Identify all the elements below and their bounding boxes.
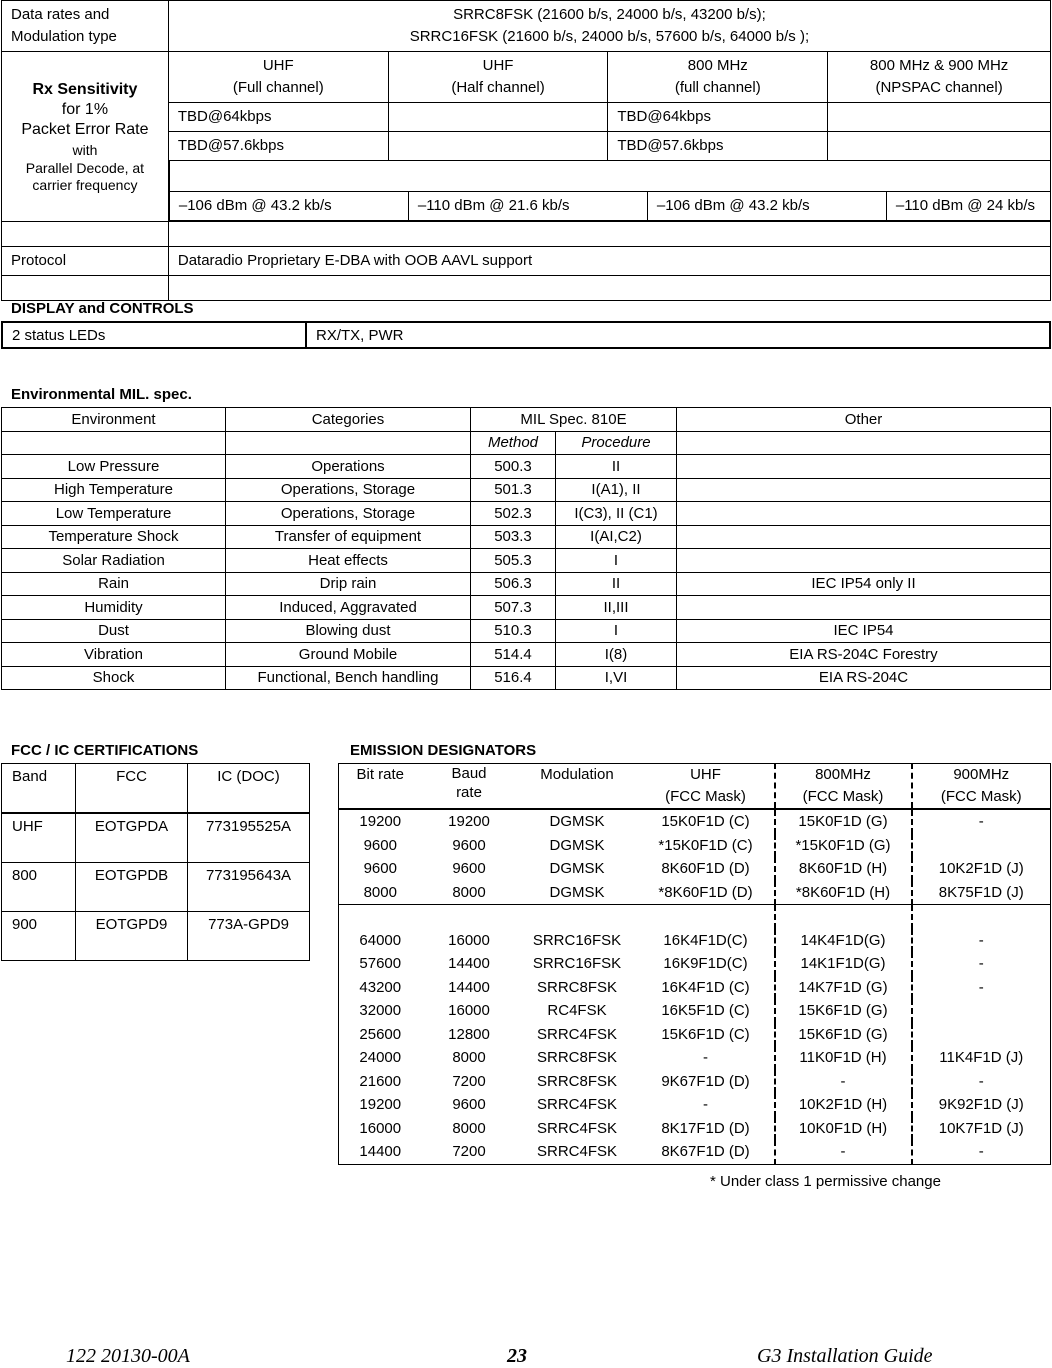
emission-cell: DGMSK (517, 881, 638, 905)
fcc-cell: EOTGPDB (76, 863, 188, 912)
table-row (339, 881, 1051, 905)
table-row (339, 834, 1051, 858)
emission-cell: - (912, 952, 1051, 976)
env-cell: Drip rain (226, 572, 471, 596)
band-header-uhf-half: UHF (Half channel) (388, 52, 608, 103)
emission-cell (422, 905, 517, 929)
env-cell: 516.4 (471, 666, 556, 690)
table-row (2, 619, 1051, 643)
env-cell (677, 455, 1051, 479)
emission-cell: 8K60F1D (D) (661, 860, 750, 877)
spec-table (1, 0, 1051, 301)
table-row (339, 905, 1051, 929)
emission-cell: 19200 (339, 809, 422, 834)
env-cell: 501.3 (471, 478, 556, 502)
env-cell: I (556, 619, 677, 643)
emission-cell (339, 905, 422, 929)
emission-cell: 14400 (339, 1140, 422, 1164)
emission-cell: 14K1F1D(G) (775, 952, 912, 976)
env-header-row: Environment Categories MIL Spec. 810E Other (2, 408, 1051, 432)
env-cell: II,III (556, 596, 677, 620)
emission-cell: 16000 (339, 1117, 422, 1141)
emission-cell: 7200 (422, 1140, 517, 1164)
table-row (339, 1070, 1051, 1094)
fcc-cell: 800 (2, 863, 76, 912)
emission-cell (517, 905, 638, 929)
fcc-cell: 900 (2, 912, 76, 961)
emission-cell: - (912, 809, 1051, 834)
emission-cell: 16K9F1D(C) (663, 955, 748, 972)
emission-cell: - (703, 1096, 708, 1113)
emission-cell: DGMSK (549, 860, 605, 877)
fcc-cell: EOTGPDA (76, 813, 188, 863)
env-cell: Ground Mobile (226, 643, 471, 667)
env-cell: Operations (226, 455, 471, 479)
emission-cell: 15K0F1D (G) (775, 809, 912, 834)
emission-cell: 8K75F1D (J) (912, 881, 1051, 905)
emission-cell: 10K2F1D (J) (912, 857, 1051, 881)
band-header-row (2, 52, 1051, 103)
emission-cell (912, 905, 1051, 929)
emission-cell: SRRC16FSK (532, 931, 622, 949)
fcc-cell: 773A-GPD9 (188, 912, 310, 961)
env-cell: I(8) (556, 643, 677, 667)
env-cell (677, 596, 1051, 620)
env-cell: Shock (2, 666, 226, 690)
emission-cell: 9600 (452, 1096, 486, 1113)
emission-cell: 14K4F1D(G) (775, 929, 912, 953)
env-cell: 514.4 (471, 643, 556, 667)
emission-cell: - (775, 1140, 912, 1164)
env-cell: II (556, 572, 677, 596)
band-header-800-900: 800 MHz & 900 MHz (NPSPAC channel) (828, 52, 1051, 103)
emission-cell: SRRC4FSK (536, 1025, 618, 1043)
rx-sensitivity-label: Rx Sensitivity for 1% Packet Error Rate with Parallel Decode, at carrier frequency (2, 52, 169, 222)
emission-cell: 10K2F1D (H) (775, 1093, 912, 1117)
env-cell: Functional, Bench handling (226, 666, 471, 690)
fcc-table (1, 763, 310, 961)
env-cell: I,VI (556, 666, 677, 690)
env-cell: Blowing dust (226, 619, 471, 643)
emission-cell: RC4FSK (547, 1002, 607, 1019)
env-cell: 507.3 (471, 596, 556, 620)
table-row (2, 502, 1051, 526)
env-cell (677, 549, 1051, 573)
env-cell: EIA RS-204C (677, 666, 1051, 690)
band-header-uhf-full: UHF (Full channel) (168, 52, 388, 103)
emission-cell (912, 834, 1051, 858)
table-row (2, 643, 1051, 667)
display-label: 2 status LEDs (2, 322, 306, 348)
fcc-cell: EOTGPD9 (76, 912, 188, 961)
table-row (339, 929, 1051, 953)
environmental-table (1, 407, 1051, 690)
emission-table (338, 763, 1051, 1165)
emission-cell: 8K67F1D (D) (638, 1140, 775, 1164)
fcc-cell: UHF (2, 813, 76, 863)
env-cell: Operations, Storage (226, 502, 471, 526)
env-cell: 510.3 (471, 619, 556, 643)
fcc-cell: 773195643A (188, 863, 310, 912)
table-row (2, 813, 310, 863)
emission-cell: *8K60F1D (D) (638, 881, 775, 905)
emission-section-title: EMISSION DESIGNATORS (350, 742, 537, 759)
emission-cell: 16000 (448, 931, 490, 949)
env-cell: Humidity (2, 596, 226, 620)
tbd-row-2: TBD@57.6kbps TBD@57.6kbps (2, 132, 1051, 161)
table-row (2, 455, 1051, 479)
table-row (339, 999, 1051, 1023)
emission-cell: 15K6F1D (G) (775, 1023, 912, 1047)
env-cell: Operations, Storage (226, 478, 471, 502)
table-row (2, 572, 1051, 596)
fcc-section-title: FCC / IC CERTIFICATIONS (11, 742, 199, 759)
emission-cell: SRRC8FSK (536, 978, 618, 996)
display-value: RX/TX, PWR (306, 322, 1050, 348)
table-row (339, 952, 1051, 976)
table-row (339, 809, 1051, 834)
emission-cell: 32000 (339, 999, 422, 1023)
env-cell: Temperature Shock (2, 525, 226, 549)
env-cell: Dust (2, 619, 226, 643)
env-cell: Rain (2, 572, 226, 596)
protocol-value: Dataradio Proprietary E-DBA with OOB AAVL support (168, 247, 1050, 276)
emission-cell: SRRC16FSK (532, 955, 622, 972)
emission-cell: SRRC8FSK (536, 1072, 618, 1090)
emission-header-row: Bit rate Baud rate Modulation UHF (FCC Mask) 800MHz (FCC Mask) 900MHz (FCC Mask) (339, 764, 1051, 810)
env-cell: I(C3), II (C1) (556, 502, 677, 526)
footer-page-number: 23 (507, 1345, 527, 1367)
env-body (2, 455, 1051, 690)
env-cell: I(A1), II (556, 478, 677, 502)
emission-cell: 64000 (339, 929, 422, 953)
env-cell: Vibration (2, 643, 226, 667)
emission-cell: 10K7F1D (J) (912, 1117, 1051, 1141)
emission-cell: 16K4F1D(C) (663, 931, 748, 949)
emission-cell: - (912, 1140, 1051, 1164)
emission-cell: 57600 (339, 952, 422, 976)
emission-cell: - (703, 1049, 708, 1066)
table-row (2, 525, 1051, 549)
display-table (1, 321, 1051, 349)
footnote: * Under class 1 permissive change (710, 1173, 941, 1190)
protocol-label: Protocol (2, 247, 169, 276)
table-row (339, 1117, 1051, 1141)
sens-uhf-full: –106 dBm @ 43.2 kb/s (169, 192, 408, 221)
env-cell: Low Pressure (2, 455, 226, 479)
emission-cell: *15K0F1D (G) (775, 834, 912, 858)
emission-cell: 25600 (339, 1023, 422, 1047)
fcc-header-row: Band FCC IC (DOC) (2, 764, 310, 814)
emission-cell: SRRC4FSK (517, 1140, 638, 1164)
blank-row (2, 276, 1051, 301)
env-cell: Solar Radiation (2, 549, 226, 573)
emission-cell: 14400 (448, 978, 490, 996)
table-row (339, 857, 1051, 881)
env-cell: 500.3 (471, 455, 556, 479)
table-row (2, 912, 310, 961)
env-cell: 506.3 (471, 572, 556, 596)
env-cell (677, 502, 1051, 526)
emission-cell (775, 905, 912, 929)
emission-cell: 9600 (452, 860, 486, 877)
env-cell: IEC IP54 only II (677, 572, 1051, 596)
env-cell: 505.3 (471, 549, 556, 573)
emission-cell: - (775, 1070, 912, 1094)
footer-guide-title: G3 Installation Guide (757, 1345, 933, 1367)
emission-cell: 9600 (339, 857, 422, 881)
emission-cell: - (912, 976, 1051, 1000)
emission-cell (638, 905, 775, 929)
env-cell (677, 478, 1051, 502)
emission-cell: 9K67F1D (D) (661, 1072, 750, 1090)
table-row (2, 478, 1051, 502)
emission-cell: 16000 (448, 1002, 490, 1019)
emission-cell: 16K4F1D (C) (661, 978, 750, 996)
blank-row (2, 222, 1051, 247)
tbd-row-1: TBD@64kbps TBD@64kbps (2, 103, 1051, 132)
table-row (339, 1093, 1051, 1117)
table-row (339, 1046, 1051, 1070)
emission-cell: 19200 (339, 1093, 422, 1117)
table-row (2, 863, 310, 912)
emission-cell: 8K60F1D (H) (775, 857, 912, 881)
env-cell: II (556, 455, 677, 479)
sens-uhf-half: –110 dBm @ 21.6 kb/s (408, 192, 647, 221)
emission-cell: 9600 (339, 834, 422, 858)
emission-cell: 11K4F1D (J) (912, 1046, 1051, 1070)
emission-cell: 8000 (339, 881, 422, 905)
emission-cell: 9600 (452, 836, 486, 854)
sens-800: –106 dBm @ 43.2 kb/s (647, 192, 886, 221)
emission-cell: SRRC8FSK (536, 1049, 618, 1066)
emission-cell: 8000 (452, 1049, 486, 1066)
emission-cell: DGMSK (549, 813, 605, 830)
emission-cell: 15K0F1D (C) (661, 813, 750, 830)
emission-cell: 8000 (452, 1119, 486, 1137)
env-cell (677, 525, 1051, 549)
emission-cell: 15K6F1D (C) (661, 1025, 750, 1043)
emission-cell: 16K5F1D (C) (661, 1002, 750, 1019)
table-row (2, 596, 1051, 620)
emission-cell: 7200 (452, 1072, 486, 1090)
env-cell: I(AI,C2) (556, 525, 677, 549)
env-cell: Low Temperature (2, 502, 226, 526)
env-cell: 503.3 (471, 525, 556, 549)
environmental-section-title: Environmental MIL. spec. (11, 386, 192, 403)
emission-cell: *15K0F1D (C) (658, 836, 753, 854)
env-cell: Transfer of equipment (226, 525, 471, 549)
table-row (339, 1023, 1051, 1047)
emission-cell (912, 999, 1051, 1023)
table-row (2, 666, 1051, 690)
emission-cell: 14400 (448, 955, 490, 972)
emission-cell: 43200 (339, 976, 422, 1000)
sens-800-900: –110 dBm @ 24 kb/s (886, 192, 1050, 221)
emission-cell: 14K7F1D (G) (775, 976, 912, 1000)
env-cell: High Temperature (2, 478, 226, 502)
env-subheader-row: Method Procedure (2, 431, 1051, 455)
env-cell: EIA RS-204C Forestry (677, 643, 1051, 667)
emission-cell: 19200 (448, 813, 490, 830)
emission-cell: 21600 (339, 1070, 422, 1094)
emission-cell: 8K17F1D (D) (661, 1119, 750, 1137)
emission-cell: 9K92F1D (J) (912, 1093, 1051, 1117)
env-cell: 502.3 (471, 502, 556, 526)
emission-cell: *8K60F1D (H) (775, 881, 912, 905)
emission-cell (912, 1023, 1051, 1047)
table-row (339, 1140, 1051, 1164)
protocol-row (2, 247, 1051, 276)
emission-cell: 24000 (339, 1046, 422, 1070)
env-cell: Induced, Aggravated (226, 596, 471, 620)
emission-cell: 11K0F1D (H) (775, 1046, 912, 1070)
emission-cell: - (912, 929, 1051, 953)
emission-body (339, 809, 1051, 1164)
fcc-body (2, 813, 310, 961)
display-section-title: DISPLAY and CONTROLS (11, 300, 194, 317)
band-header-800: 800 MHz (full channel) (608, 52, 828, 103)
emission-cell: 10K0F1D (H) (775, 1117, 912, 1141)
env-cell: I (556, 549, 677, 573)
data-rates-label: Data rates and Modulation type (2, 1, 169, 52)
emission-cell: 15K6F1D (G) (775, 999, 912, 1023)
env-cell: Heat effects (226, 549, 471, 573)
data-rates-row (2, 1, 1051, 52)
footer-doc-number: 122 20130-00A (66, 1345, 190, 1367)
emission-cell: SRRC4FSK (536, 1096, 618, 1113)
data-rates-value: SRRC8FSK (21600 b/s, 24000 b/s, 43200 b/s); SRRC16FSK (21600 b/s, 24000 b/s, 57600 b/s, 64000 b/s ); (168, 1, 1050, 52)
emission-cell: SRRC4FSK (536, 1119, 618, 1137)
emission-cell: - (912, 1070, 1051, 1094)
env-cell: IEC IP54 (677, 619, 1051, 643)
table-row (339, 976, 1051, 1000)
emission-cell: 12800 (448, 1025, 490, 1043)
emission-cell: 8000 (422, 881, 517, 905)
table-row (2, 549, 1051, 573)
fcc-cell: 773195525A (188, 813, 310, 863)
emission-cell: DGMSK (549, 836, 605, 854)
